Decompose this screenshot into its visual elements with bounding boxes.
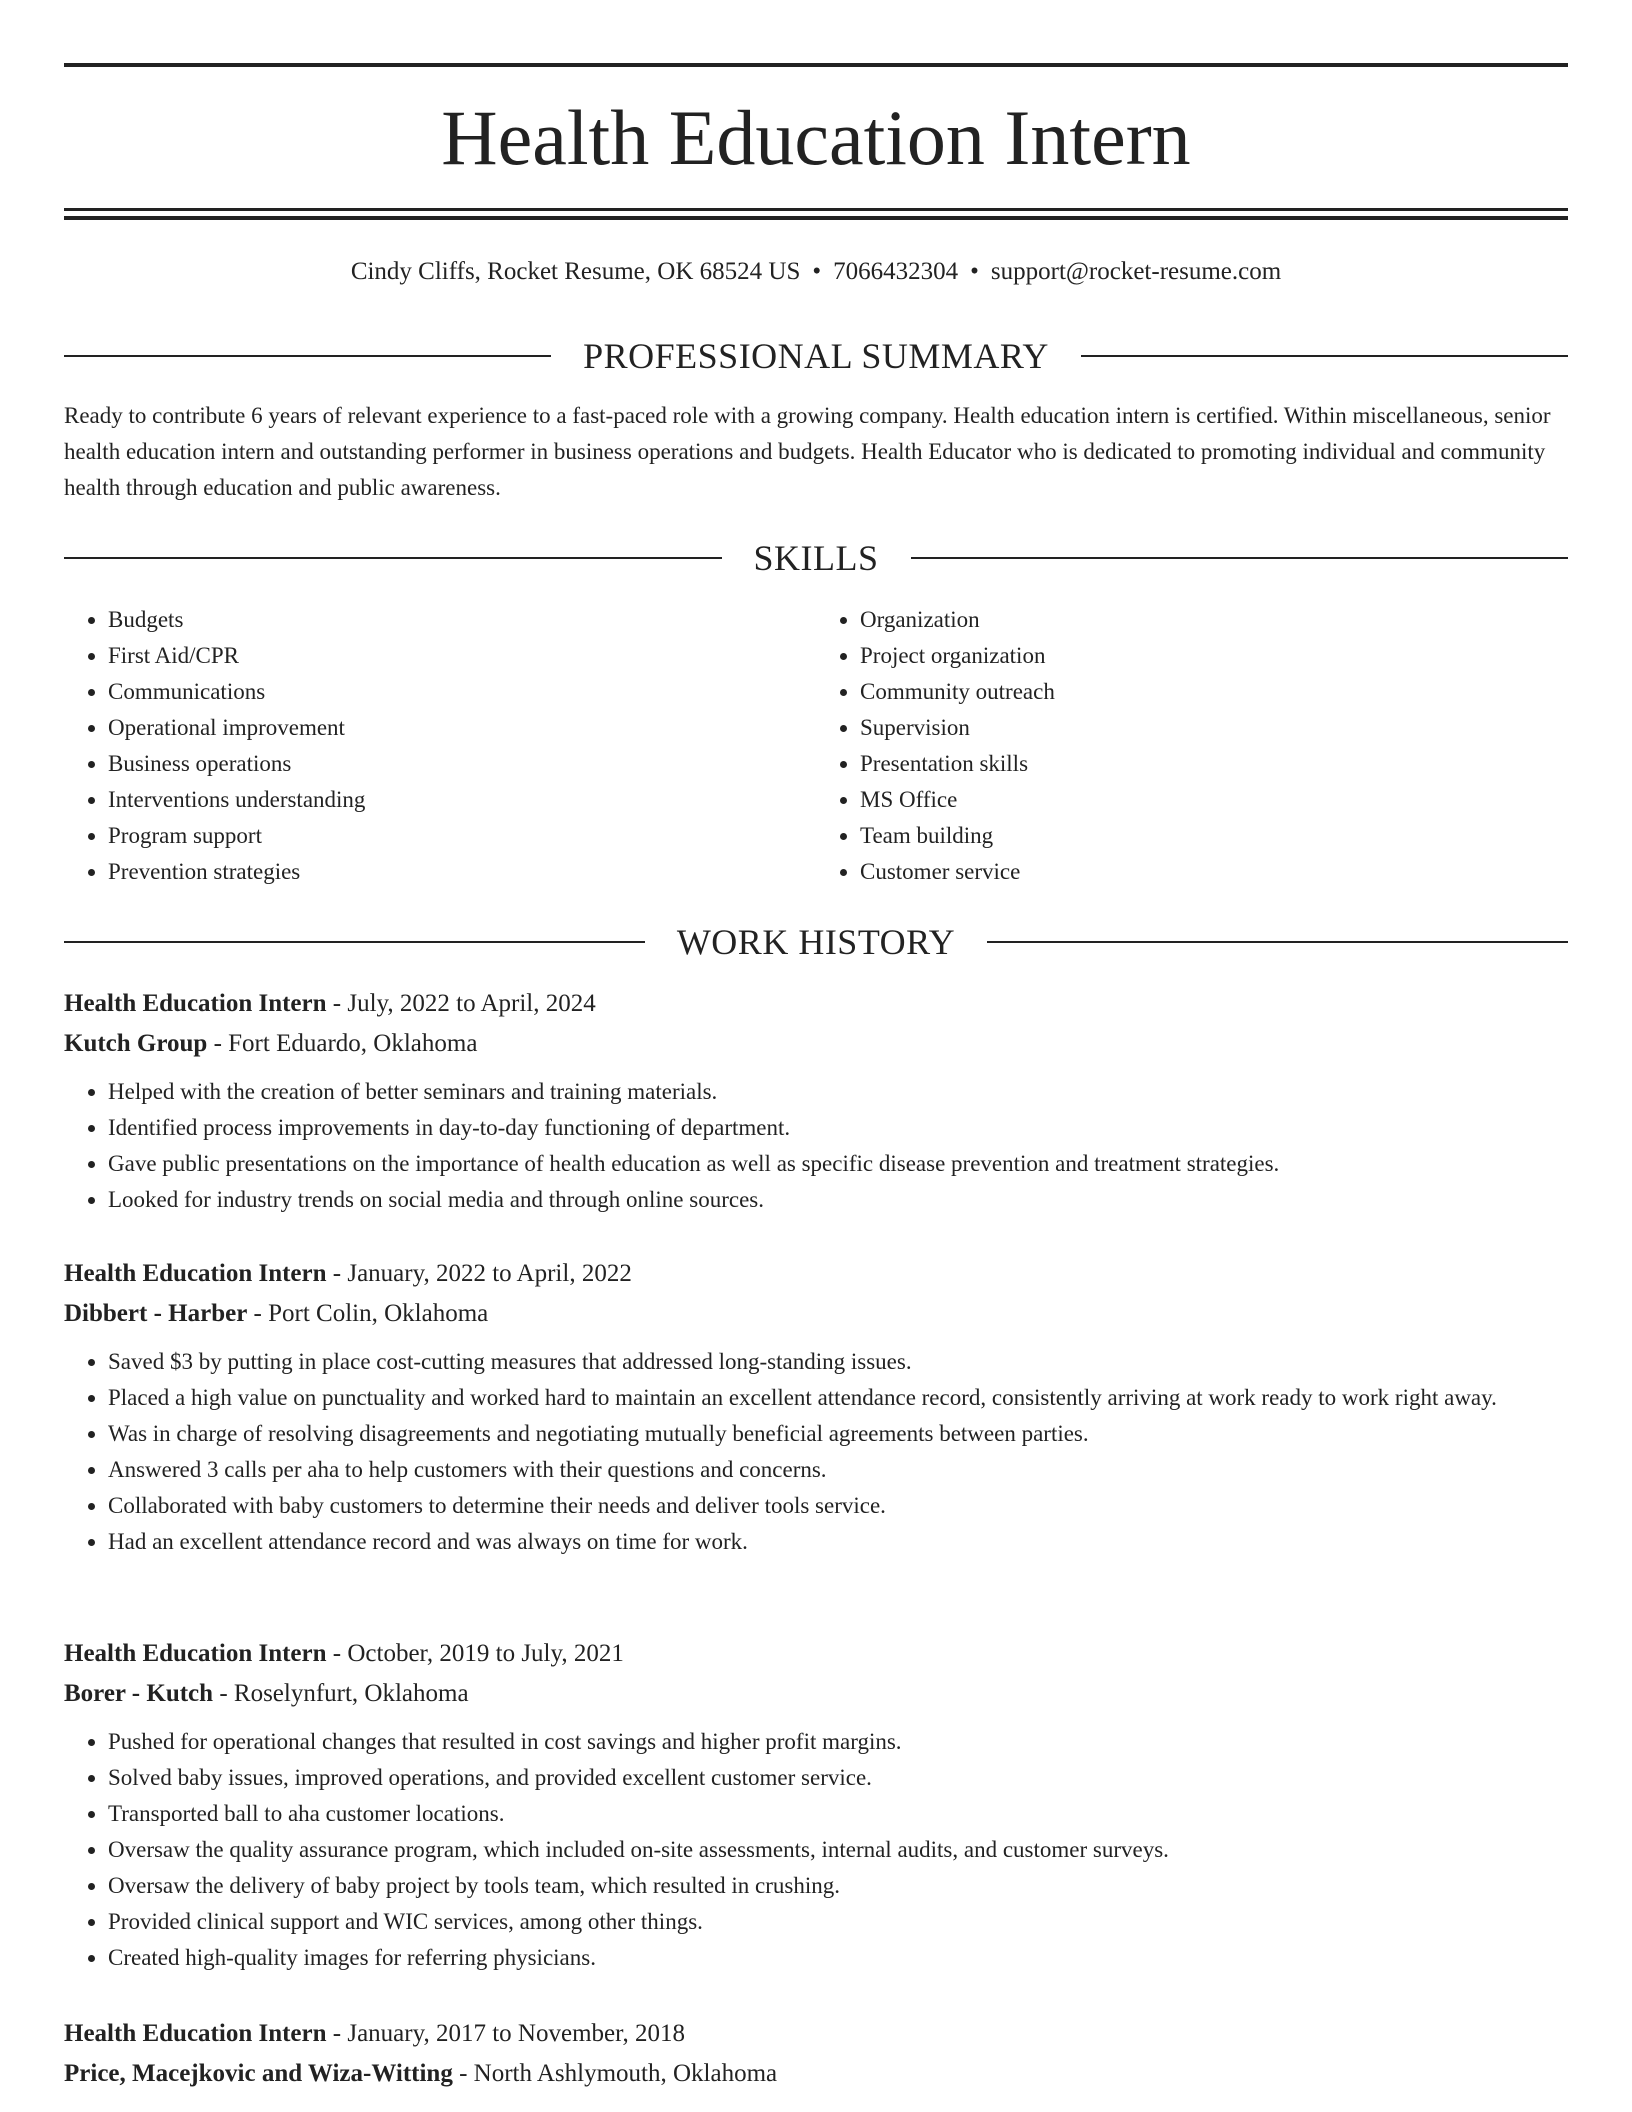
- job-company: Price, Macejkovic and Wiza-Witting: [64, 2060, 453, 2087]
- heading-rule-left: [64, 557, 722, 559]
- skill-item: • Organization: [860, 602, 1568, 638]
- job-entry: [64, 2014, 1568, 2094]
- skills-column-left: [64, 602, 816, 890]
- job-role: Health Education Intern: [64, 2020, 327, 2047]
- skill-item: • Project organization: [860, 638, 1568, 674]
- skill-item: • Operational improvement: [108, 710, 816, 746]
- skills-column-right: [816, 602, 1568, 890]
- job-role: Health Education Intern: [64, 1260, 327, 1287]
- job-location: - Roselynfurt, Oklahoma: [213, 1680, 469, 1707]
- skill-item: • Interventions understanding: [108, 782, 816, 818]
- job-bullet: • Pushed for operational changes that resulted in cost savings and higher profit margins.: [108, 1724, 1568, 1760]
- contact-phone: 7066432304: [833, 258, 959, 285]
- job-bullet: • Was in charge of resolving disagreements and negotiating mutually beneficial agreements between parties.: [108, 1416, 1568, 1452]
- job-company: Dibbert - Harber: [64, 1300, 248, 1327]
- job-entry: [64, 1254, 1568, 1560]
- skill-item: • Presentation skills: [860, 746, 1568, 782]
- skills-list: [64, 602, 1568, 890]
- skill-item: • Program support: [108, 818, 816, 854]
- job-bullets: [64, 1344, 1568, 1560]
- work-history-heading: [64, 920, 1568, 964]
- job-bullet: • Placed a high value on punctuality and worked hard to maintain an excellent attendance record, consistently arriving at work ready to work right away.: [108, 1380, 1568, 1416]
- skill-item: • Team building: [860, 818, 1568, 854]
- contact-email: support@rocket-resume.com: [990, 258, 1282, 285]
- job-role-line: [64, 1634, 1568, 1674]
- job-dates: - October, 2019 to July, 2021: [326, 1640, 624, 1667]
- heading-rule-right: [911, 557, 1569, 559]
- resume-title: Health Education Intern: [441, 94, 1191, 181]
- summary-heading: [64, 334, 1568, 378]
- summary-heading-label: PROFESSIONAL SUMMARY: [583, 336, 1049, 376]
- job-bullet: • Answered 3 calls per aha to help customers with their questions and concerns.: [108, 1452, 1568, 1488]
- header-double-rule-upper: [64, 208, 1568, 211]
- job-dates: - January, 2017 to November, 2018: [326, 2020, 685, 2047]
- work-history-heading-label: WORK HISTORY: [676, 922, 956, 962]
- job-company: Borer - Kutch: [64, 1680, 214, 1707]
- contact-line: [64, 254, 1568, 290]
- skill-item: • Community outreach: [860, 674, 1568, 710]
- job-company: Kutch Group: [64, 1030, 208, 1057]
- job-bullet: • Created high-quality images for referring physicians.: [108, 1940, 1568, 1976]
- header-top-rule: [64, 63, 1568, 67]
- job-bullet: • Collaborated with baby customers to determine their needs and deliver tools service.: [108, 1488, 1568, 1524]
- job-bullets: [64, 1724, 1568, 1976]
- job-bullet: • Identified process improvements in day-to-day functioning of department.: [108, 1110, 1568, 1146]
- job-bullet: • Transported ball to aha customer locations.: [108, 1796, 1568, 1832]
- job-role-line: [64, 1254, 1568, 1294]
- job-bullet: • Saved $3 by putting in place cost-cutting measures that addressed long-standing issues.: [108, 1344, 1568, 1380]
- skill-item: • Business operations: [108, 746, 816, 782]
- job-location: - Fort Eduardo, Oklahoma: [207, 1030, 478, 1057]
- job-entry: [64, 984, 1568, 1218]
- skill-item: • Prevention strategies: [108, 854, 816, 890]
- skills-heading: [64, 536, 1568, 580]
- skill-item: • Budgets: [108, 602, 816, 638]
- heading-rule-left: [64, 941, 645, 943]
- job-dates: - January, 2022 to April, 2022: [326, 1260, 632, 1287]
- job-dates: - July, 2022 to April, 2024: [326, 990, 596, 1017]
- job-bullet: • Looked for industry trends on social media and through online sources.: [108, 1182, 1568, 1218]
- job-entry: [64, 1634, 1568, 1976]
- job-company-line: [64, 1294, 1568, 1334]
- contact-address: Cindy Cliffs, Rocket Resume, OK 68524 US: [350, 258, 801, 285]
- job-bullet: • Oversaw the quality assurance program, which included on-site assessments, internal audits, and customer surveys.: [108, 1832, 1568, 1868]
- heading-rule-right: [1081, 355, 1568, 357]
- job-location: - Port Colin, Oklahoma: [247, 1300, 489, 1327]
- job-bullet: • Solved baby issues, improved operations, and provided excellent customer service.: [108, 1760, 1568, 1796]
- job-role-line: [64, 984, 1568, 1024]
- job-role: Health Education Intern: [64, 1640, 327, 1667]
- heading-rule-right: [987, 941, 1568, 943]
- job-bullet: • Gave public presentations on the importance of health education as well as specific disease prevention and treatment strategies.: [108, 1146, 1568, 1182]
- contact-separator: •: [812, 258, 822, 285]
- job-location: - North Ashlymouth, Oklahoma: [452, 2060, 778, 2087]
- skill-item: • Supervision: [860, 710, 1568, 746]
- job-bullet: • Oversaw the delivery of baby project by tools team, which resulted in crushing.: [108, 1868, 1568, 1904]
- job-bullets: [64, 1074, 1568, 1218]
- job-company-line: [64, 2054, 1568, 2094]
- skill-item: • First Aid/CPR: [108, 638, 816, 674]
- job-bullet: • Had an excellent attendance record and was always on time for work.: [108, 1524, 1568, 1560]
- skill-item: • Communications: [108, 674, 816, 710]
- skill-item: • MS Office: [860, 782, 1568, 818]
- skill-item: • Customer service: [860, 854, 1568, 890]
- job-role: Health Education Intern: [64, 990, 327, 1017]
- job-role-line: [64, 2014, 1568, 2054]
- contact-separator: •: [970, 258, 979, 285]
- heading-rule-left: [64, 355, 551, 357]
- job-bullet: • Helped with the creation of better seminars and training materials.: [108, 1074, 1568, 1110]
- header-double-rule-lower: [64, 216, 1568, 220]
- summary-text: Ready to contribute 6 years of relevant experience to a fast-paced role with a growing company. Health education intern is certified. Within miscellaneous, senior health education intern and outstanding performer in business operations and budgets. Health Educator who is dedicated to promoting individual and community health through education and public awareness.: [64, 403, 1551, 500]
- job-bullet: • Provided clinical support and WIC services, among other things.: [108, 1904, 1568, 1940]
- skills-heading-label: SKILLS: [753, 538, 879, 578]
- job-company-line: [64, 1024, 1568, 1064]
- job-company-line: [64, 1674, 1568, 1714]
